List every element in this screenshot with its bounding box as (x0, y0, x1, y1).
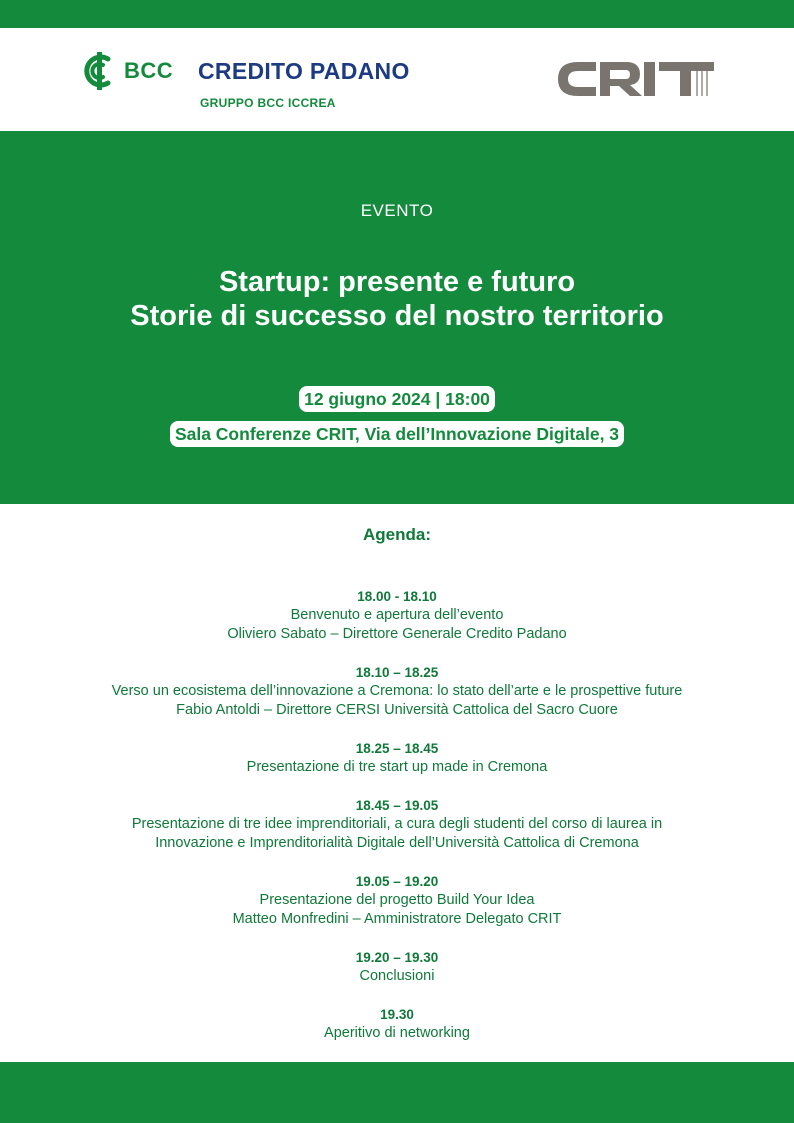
agenda-item (0, 948, 794, 986)
agenda-time: 19.05 – 19.20 (355, 874, 439, 889)
agenda-description: Matteo Monfredini – Amministratore Delegato CRIT (232, 911, 562, 927)
agenda-description: Oliviero Sabato – Direttore Generale Credito Padano (227, 626, 567, 642)
bcc-mark-icon (78, 50, 120, 92)
agenda-item (0, 1005, 794, 1043)
event-label: EVENTO (360, 201, 434, 220)
agenda-description: Conclusioni (359, 968, 435, 984)
event-date-time: 12 giugno 2024 | 18:00 (299, 386, 495, 412)
event-title (0, 265, 794, 333)
agenda-title: Agenda: (363, 525, 431, 544)
agenda-item (0, 663, 794, 720)
brand-group: GRUPPO BCC ICCREA (200, 96, 336, 110)
bottom-green-band (0, 1062, 794, 1123)
agenda-description: Presentazione di tre start up made in Cremona (246, 759, 548, 775)
hero-section (0, 131, 794, 504)
agenda-time: 19.20 – 19.30 (355, 950, 439, 965)
agenda-time: 18.45 – 19.05 (355, 798, 439, 813)
agenda-description: Verso un ecosistema dell’innovazione a Cremona: lo stato dell’arte e le prospettive future (111, 683, 683, 699)
agenda-description: Aperitivo di networking (324, 1025, 470, 1041)
agenda-description: Benvenuto e apertura dell’evento (290, 607, 504, 623)
bcc-logo (78, 50, 173, 92)
agenda-description: Presentazione di tre idee imprenditoriali, a cura degli studenti del corso di laurea in (131, 816, 663, 832)
agenda-item (0, 796, 794, 853)
event-title-line-1: Startup: presente e futuro (218, 266, 576, 298)
agenda-item (0, 872, 794, 929)
agenda-time: 18.25 – 18.45 (355, 741, 439, 756)
agenda-time: 19.30 (380, 1007, 414, 1022)
agenda-list (0, 587, 794, 1062)
event-venue: Sala Conferenze CRIT, Via dell’Innovazione Digitale, 3 (170, 421, 624, 447)
header (0, 28, 794, 131)
agenda-time: 18.00 - 18.10 (357, 589, 437, 604)
agenda-description: Fabio Antoldi – Direttore CERSI Università Cattolica del Sacro Cuore (176, 702, 618, 718)
event-title-line-2: Storie di successo del nostro territorio (130, 300, 664, 332)
agenda-time: 18.10 – 18.25 (355, 665, 439, 680)
crit-logo (556, 54, 716, 104)
top-green-band (0, 0, 794, 28)
agenda-item (0, 739, 794, 777)
brand-name: CREDITO PADANO (198, 58, 410, 84)
agenda-description: Innovazione e Imprenditorialità Digitale dell’Università Cattolica di Cremona (155, 835, 639, 851)
agenda-description: Presentazione del progetto Build Your Idea (259, 892, 535, 908)
bcc-text: BCC (124, 58, 174, 83)
agenda-item (0, 587, 794, 644)
